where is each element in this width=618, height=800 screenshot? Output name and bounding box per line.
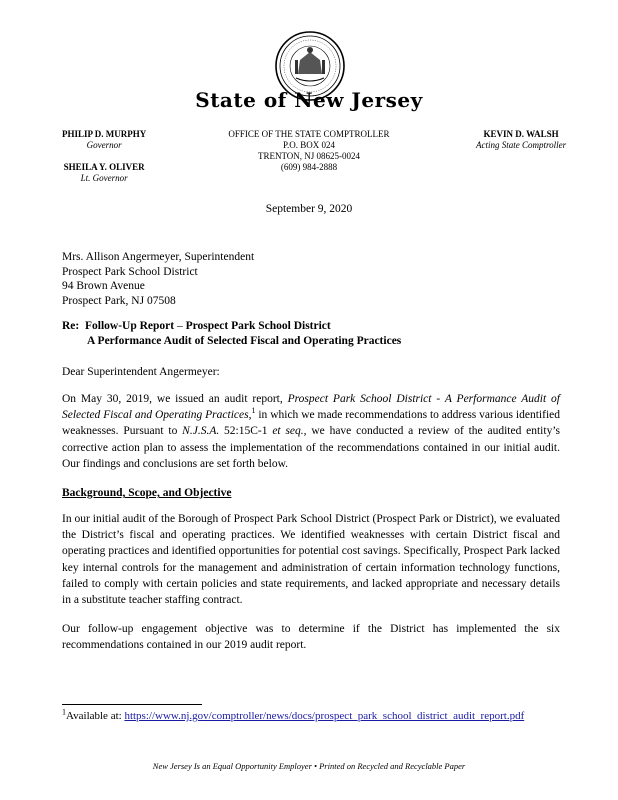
office-city: TRENTON, NJ 08625-0024 bbox=[257, 151, 361, 161]
comptroller-name: KEVIN D. WALSH bbox=[483, 129, 559, 139]
recipient-address bbox=[62, 250, 254, 308]
salutation: Dear Superintendent Angermeyer: bbox=[62, 366, 220, 378]
governor-title: Governor bbox=[86, 140, 122, 150]
recipient-line: 94 Brown Avenue bbox=[62, 280, 145, 292]
letter-date: September 9, 2020 bbox=[265, 203, 353, 215]
footnote-number: 1 bbox=[62, 707, 66, 717]
footnote-label: Available at: bbox=[66, 710, 125, 722]
paragraph-background: In our initial audit of the Borough of Prospect Park School District (Prospect Park or District), we evaluated the District’s fiscal and operating practices. We identified weaknesses with certain District fiscal and operating practices and identified opportunities for potential cost savings. Specifically, Prospect Park lacked key internal controls for the management and administration of certain information technology functions, failed to comply with certain policies and state requirements, and lacked appropriate and necessary details in a substitute teacher staffing contract. bbox=[62, 513, 560, 607]
para-text: 52:15C-1 bbox=[219, 425, 273, 438]
para-text: in which we made recommendations to address various identified weaknesses. Pursuant to bbox=[62, 409, 560, 438]
recipient-line: Prospect Park, NJ 07508 bbox=[62, 294, 176, 307]
recipient-line: Prospect Park School District bbox=[62, 265, 198, 278]
lt-governor-title: Lt. Governor bbox=[80, 173, 128, 183]
paragraph-intro bbox=[62, 391, 560, 472]
footnote-link[interactable]: https://www.nj.gov/comptroller/news/docs/prospect_park_school_district_audit_report.pdf bbox=[124, 710, 525, 722]
report-title: Prospect Park School District - A Performance Audit of Selected Fiscal and Operating Practices, bbox=[62, 393, 560, 422]
para-text: we have conducted a review of the audited entity’s corrective action plan to assess the implementation of the recommendations contained in our initial audit. Our findings and conclusions are set forth below. bbox=[62, 425, 560, 470]
state-title: State of New Jersey bbox=[195, 88, 423, 112]
governor-name: PHILIP D. MURPHY bbox=[62, 129, 147, 139]
office-name: OFFICE OF THE STATE COMPTROLLER bbox=[228, 129, 390, 139]
recipient-line: Mrs. Allison Angermeyer, Superintendent bbox=[62, 251, 255, 263]
comptroller-title: Acting State Comptroller bbox=[476, 140, 567, 150]
re-dash: – bbox=[174, 320, 186, 332]
re-subject-a: Follow-Up Report bbox=[85, 320, 175, 332]
footnote bbox=[62, 707, 525, 722]
paragraph-objective: Our follow-up engagement objective was to determine if the District has implemented the six recommendations contained in our 2019 audit report. bbox=[62, 623, 560, 652]
para-text: On May 30, 2019, we issued an audit report, bbox=[62, 393, 288, 405]
statute-ref: N.J.S.A. bbox=[182, 425, 220, 438]
re-subject-b: Prospect Park School District bbox=[185, 320, 331, 332]
page-footer: New Jersey Is an Equal Opportunity Employer • Printed on Recycled and Recyclable Paper bbox=[152, 761, 466, 771]
office-po-box: P.O. BOX 024 bbox=[282, 140, 335, 150]
footnote-ref: 1 bbox=[251, 406, 256, 416]
lt-governor-name: SHEILA Y. OLIVER bbox=[63, 162, 145, 172]
statute-et-seq: et seq., bbox=[272, 425, 307, 438]
office-phone: (609) 984-2888 bbox=[280, 162, 338, 172]
re-label: Re: bbox=[62, 320, 80, 332]
re-line bbox=[62, 319, 401, 348]
section-heading: Background, Scope, and Objective bbox=[62, 487, 232, 499]
re-subject-line2: A Performance Audit of Selected Fiscal and Operating Practices bbox=[87, 334, 402, 347]
footnote-divider bbox=[62, 704, 202, 705]
comptroller-block bbox=[476, 129, 566, 151]
